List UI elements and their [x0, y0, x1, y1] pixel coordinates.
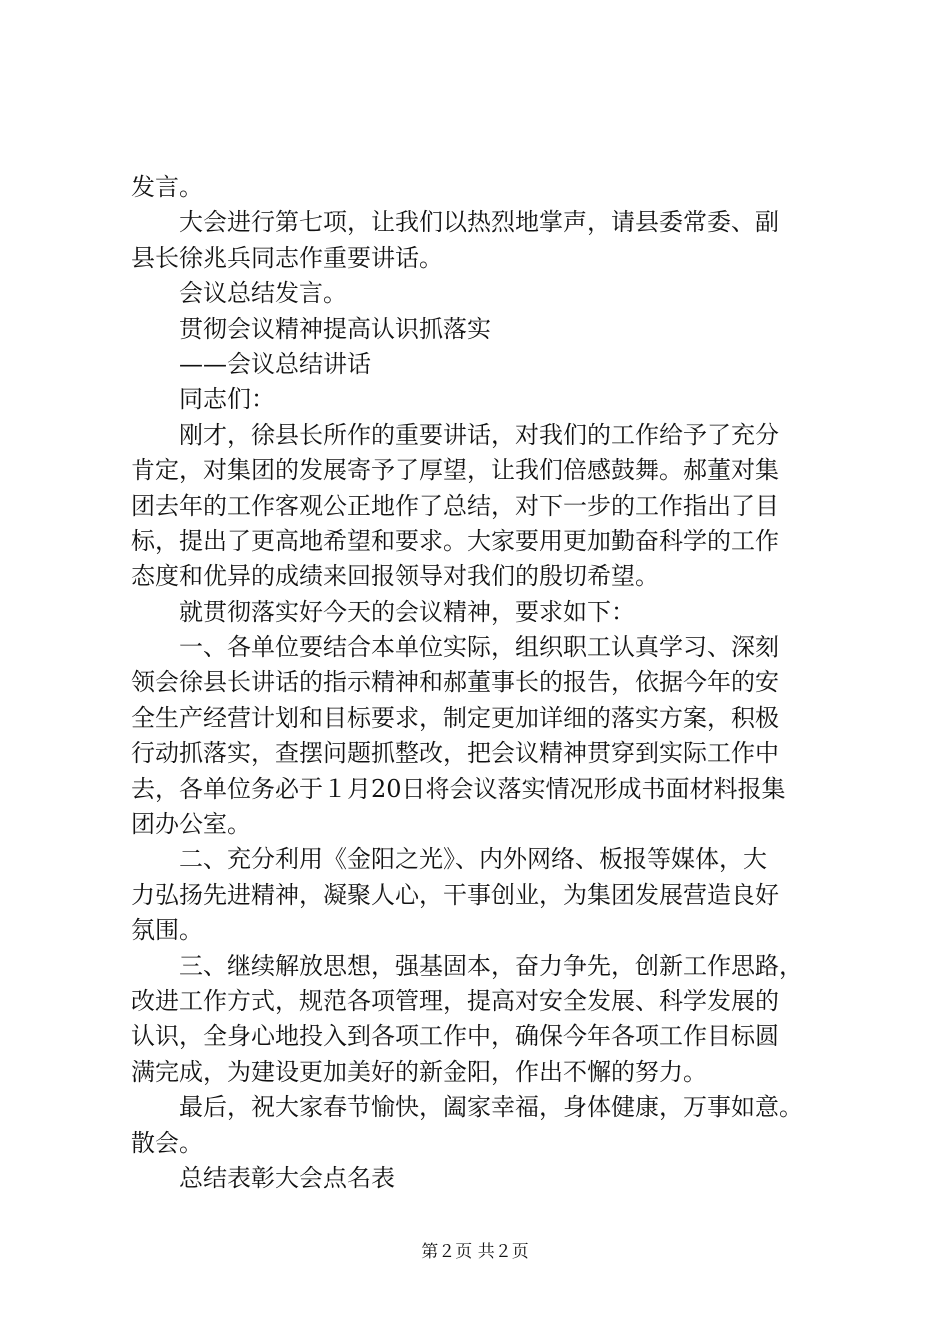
document-body [131, 170, 831, 1196]
text-line: 大会进行第七项，让我们以热烈地掌声，请县委常委、副 [179, 208, 779, 237]
salutation: 同志们： [179, 385, 275, 414]
speech-subtitle: ——会议总结讲话 [179, 349, 371, 378]
text-line: 力弘扬先进精神，凝聚人心，干事创业，为集团发展营造良好 [131, 880, 779, 909]
text-line: 刚才，徐县长所作的重要讲话，对我们的工作给予了充分 [179, 420, 779, 449]
text-line: 认识，全身心地投入到各项工作中，确保今年各项工作目标圆 [131, 1022, 779, 1051]
text-line: 二、充分利用《金阳之光》、内外网络、板报等媒体，大 [179, 845, 767, 874]
text-line: 团办公室。 [131, 810, 251, 839]
text-line: 最后，祝大家春节愉快，阖家幸福，身体健康，万事如意。 [179, 1093, 803, 1122]
text-line: 三、继续解放思想，强基固本，奋力争先，创新工作思路， [179, 951, 803, 980]
text-line: 总结表彰大会点名表 [179, 1163, 395, 1192]
text-line: 全生产经营计划和目标要求，制定更加详细的落实方案，积极 [131, 703, 779, 732]
text-line: 氛围。 [131, 916, 203, 945]
text-line: 去，各单位务必于１月20日将会议落实情况形成书面材料报集 [131, 774, 786, 803]
text-line: 肯定，对集团的发展寄予了厚望，让我们倍感鼓舞。郝董对集 [131, 456, 779, 485]
page-number-footer: 第２页 共２页 [421, 1242, 529, 1262]
text-line: 就贯彻落实好今天的会议精神，要求如下： [179, 597, 635, 626]
text-line: 态度和优异的成绩来回报领导对我们的殷切希望。 [131, 562, 659, 591]
speech-title: 贯彻会议精神提高认识抓落实 [179, 314, 491, 343]
text-line: 发言。 [131, 173, 203, 201]
text-line: 一、各单位要结合本单位实际，组织职工认真学习、深刻 [179, 633, 779, 662]
text-line: 县长徐兆兵同志作重要讲话。 [131, 243, 443, 272]
text-line: 改进工作方式，规范各项管理，提高对安全发展、科学发展的 [131, 986, 779, 1015]
text-line: 满完成，为建设更加美好的新金阳，作出不懈的努力。 [131, 1057, 707, 1086]
text-line: 会议总结发言。 [179, 279, 347, 308]
text-line: 散会。 [131, 1128, 203, 1157]
text-line: 领会徐县长讲话的指示精神和郝董事长的报告，依据今年的安 [131, 668, 779, 697]
text-line: 标，提出了更高地希望和要求。大家要用更加勤奋科学的工作 [131, 526, 779, 555]
text-line: 团去年的工作客观公正地作了总结，对下一步的工作指出了目 [131, 491, 779, 520]
text-line: 行动抓落实，查摆问题抓整改，把会议精神贯穿到实际工作中 [131, 739, 779, 768]
